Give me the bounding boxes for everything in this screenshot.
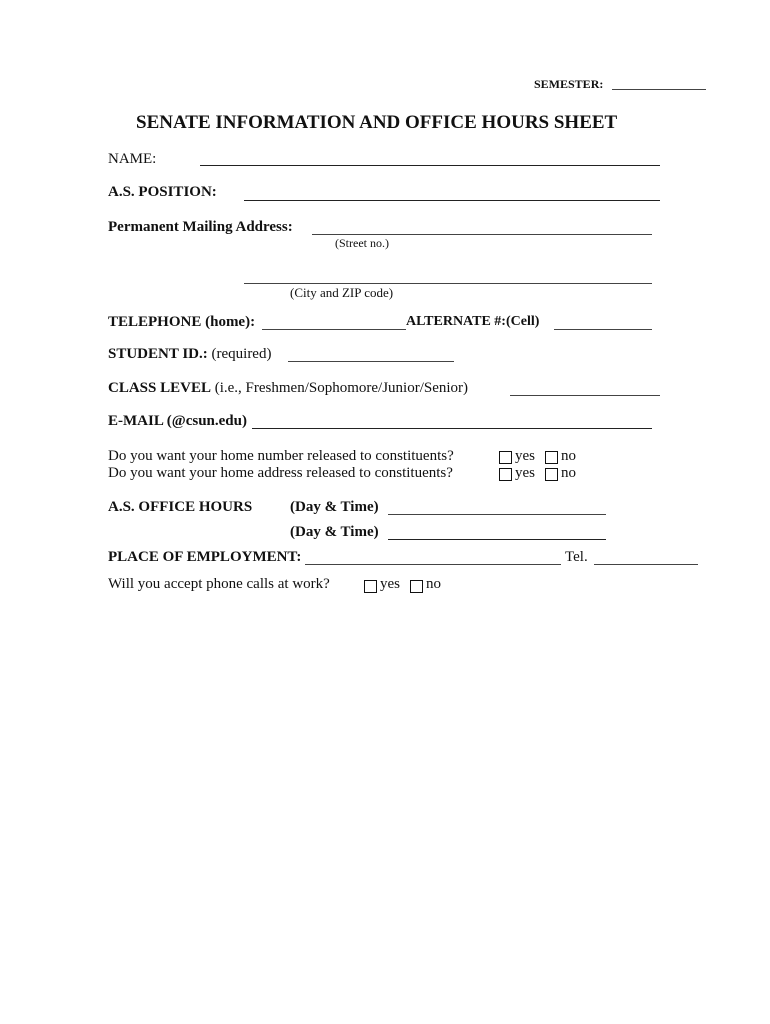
name-label: NAME: <box>108 151 157 167</box>
release-address-yes-checkbox[interactable] <box>499 468 512 481</box>
student-id-row <box>108 346 271 363</box>
release-number-yes-label: yes <box>515 448 535 464</box>
release-address-no-label: no <box>561 465 576 481</box>
semester-label: SEMESTER: <box>534 77 604 91</box>
position-field[interactable] <box>244 200 660 201</box>
release-number-no-checkbox[interactable] <box>545 451 558 464</box>
city-zip-field[interactable] <box>244 283 652 284</box>
class-level-field[interactable] <box>510 395 660 396</box>
employment-label: PLACE OF EMPLOYMENT: <box>108 549 302 565</box>
class-level-row <box>108 380 468 397</box>
student-id-note: (required) <box>211 346 272 362</box>
office-hours-slot-1-label: (Day & Time) <box>290 499 379 515</box>
email-label: E-MAIL (@csun.edu) <box>108 413 247 429</box>
street-caption: (Street no.) <box>335 236 389 250</box>
release-address-question: Do you want your home address released to constituents? <box>108 465 453 481</box>
student-id-label: STUDENT ID.: <box>108 346 208 362</box>
release-number-yes-checkbox[interactable] <box>499 451 512 464</box>
alternate-cell-field[interactable] <box>554 329 652 330</box>
name-field[interactable] <box>200 165 660 166</box>
office-hours-slot-2-label: (Day & Time) <box>290 524 379 540</box>
employment-field[interactable] <box>305 564 561 565</box>
office-hours-slot-1-field[interactable] <box>388 514 606 515</box>
release-address-no-checkbox[interactable] <box>545 468 558 481</box>
release-address-yes-label: yes <box>515 465 535 481</box>
telephone-home-label: TELEPHONE (home): <box>108 314 256 330</box>
release-number-question: Do you want your home number released to constituents? <box>108 448 454 464</box>
alternate-cell-label: ALTERNATE #:(Cell) <box>406 314 540 329</box>
email-field[interactable] <box>252 428 652 429</box>
page-title: SENATE INFORMATION AND OFFICE HOURS SHEET <box>136 112 618 133</box>
employment-tel-label: Tel. <box>565 549 588 565</box>
semester-field[interactable] <box>612 89 706 90</box>
office-hours-label: A.S. OFFICE HOURS <box>108 499 253 515</box>
telephone-home-field[interactable] <box>262 329 406 330</box>
class-level-label: CLASS LEVEL <box>108 380 211 396</box>
mailing-address-label: Permanent Mailing Address: <box>108 219 293 235</box>
city-zip-caption: (City and ZIP code) <box>290 285 394 300</box>
work-calls-question: Will you accept phone calls at work? <box>108 576 330 592</box>
office-hours-slot-2-field[interactable] <box>388 539 606 540</box>
work-calls-no-label: no <box>426 576 441 592</box>
work-calls-yes-checkbox[interactable] <box>364 580 377 593</box>
position-label: A.S. POSITION: <box>108 184 217 200</box>
release-number-no-label: no <box>561 448 576 464</box>
street-field[interactable] <box>312 234 652 235</box>
work-calls-yes-label: yes <box>380 576 400 592</box>
employment-tel-field[interactable] <box>594 564 698 565</box>
student-id-field[interactable] <box>288 361 454 362</box>
class-level-note: (i.e., Freshmen/Sophomore/Junior/Senior) <box>214 380 469 396</box>
work-calls-no-checkbox[interactable] <box>410 580 423 593</box>
